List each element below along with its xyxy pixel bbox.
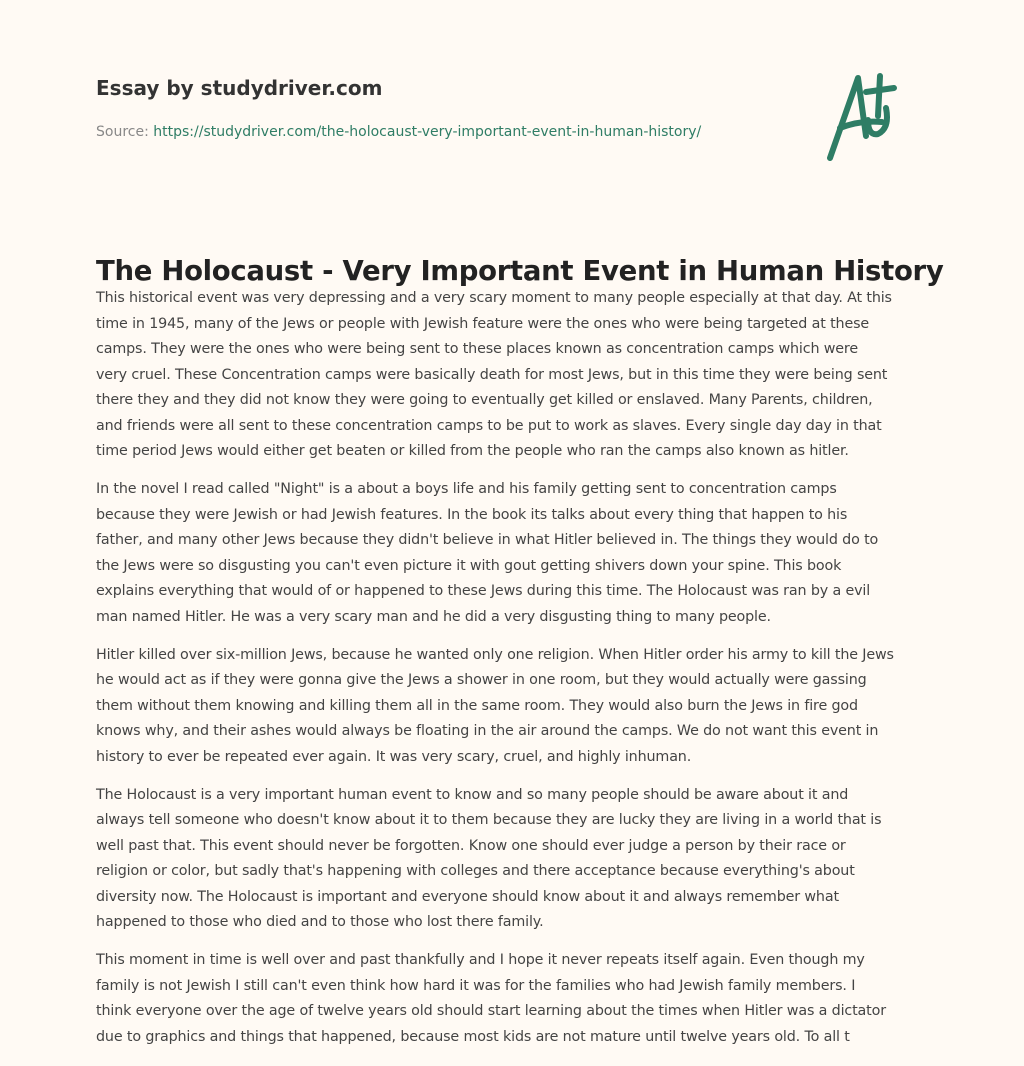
paragraph-line: father, and many other Jews because they didn't believe in what Hitler believed in. The things they would do to <box>96 532 879 548</box>
source-link[interactable]: https://studydriver.com/the-holocaust-very-important-event-in-human-history/ <box>153 124 702 140</box>
site-title: Essay by studydriver.com <box>96 76 383 100</box>
source-line <box>96 124 701 140</box>
paragraph-line: he would act as if they were gonna give the Jews a shower in one room, but they would actually were gassing <box>96 672 867 688</box>
paragraph-line: always tell someone who doesn't know about it to them because they are lucky they are living in a world that is <box>96 812 882 828</box>
paragraph-line: history to ever be repeated ever again. It was very scary, cruel, and highly inhuman. <box>96 748 692 765</box>
paragraph-line: due to graphics and things that happened, because most kids are not mature until twelve years old. To all t <box>96 1028 850 1045</box>
paragraph-line: very cruel. These Concentration camps were basically death for most Jews, but in this time they were being sent <box>96 366 888 383</box>
paragraph-line: them without them knowing and killing them all in the same room. They would also burn the Jews in fire god <box>96 697 858 714</box>
paragraph-line: Hitler killed over six-million Jews, because he wanted only one religion. When Hitler order his army to kill the Jews <box>96 646 894 663</box>
paragraph-line: This historical event was very depressing and a very scary moment to many people especially at that day. At this <box>96 290 892 306</box>
paragraph-line: man named Hitler. He was a very scary man and he did a very disgusting thing to many people. <box>96 608 771 625</box>
paragraph-line: well past that. This event should never be forgotten. Know one should ever judge a person by their race or <box>96 837 846 854</box>
article-paragraph <box>96 948 946 1050</box>
a-plus-logo-icon <box>820 66 930 166</box>
article-paragraph <box>96 783 946 936</box>
paragraph-line: This moment in time is well over and past thankfully and I hope it never repeats itself again. Even though my <box>96 952 865 968</box>
article-title: The Holocaust - Very Important Event in Human History <box>96 255 944 287</box>
paragraph-line: time in 1945, many of the Jews or people with Jewish feature were the ones who were being targeted at these <box>96 315 870 332</box>
paragraph-line: knows why, and their ashes would always be floating in the air around the camps. We do not want this event in <box>96 723 879 739</box>
paragraph-line: religion or color, but sadly that's happening with colleges and there acceptance because everything's about <box>96 863 855 879</box>
paragraph-line: The Holocaust is a very important human event to know and so many people should be aware about it and <box>96 786 849 803</box>
paragraph-line: happened to those who died and to those who lost there family. <box>96 914 544 930</box>
article-paragraph <box>96 643 946 771</box>
paragraph-line: camps. They were the ones who were being sent to these places known as concentration camps which were <box>96 341 858 357</box>
paragraph-line: the Jews were so disgusting you can't even picture it with gout getting shivers down your spine. This book <box>96 557 842 574</box>
article-paragraph <box>96 286 946 465</box>
paragraph-line: and friends were all sent to these concentration camps to be put to work as slaves. Every single day day in that <box>96 417 882 434</box>
paragraph-line: In the novel I read called "Night" is a about a boys life and his family getting sent to concentration camps <box>96 481 837 497</box>
paragraph-line: there they and they did not know they were going to eventually get killed or enslaved. Many Parents, children, <box>96 392 873 408</box>
paragraph-line: think everyone over the age of twelve years old should start learning about the times when Hitler was a dictator <box>96 1003 886 1019</box>
source-label: Source: <box>96 124 149 140</box>
article-body <box>96 286 946 1063</box>
article-paragraph <box>96 477 946 630</box>
paragraph-line: explains everything that would of or happened to these Jews during this time. The Holocaust was ran by a evil <box>96 583 871 599</box>
paragraph-line: family is not Jewish I still can't even think how hard it was for the families who had Jewish family members. I <box>96 977 856 994</box>
paragraph-line: because they were Jewish or had Jewish features. In the book its talks about every thing that happen to his <box>96 506 848 523</box>
paragraph-line: diversity now. The Holocaust is important and everyone should know about it and always remember what <box>96 888 839 905</box>
paragraph-line: time period Jews would either get beaten or killed from the people who ran the camps also known as hitler. <box>96 443 849 459</box>
